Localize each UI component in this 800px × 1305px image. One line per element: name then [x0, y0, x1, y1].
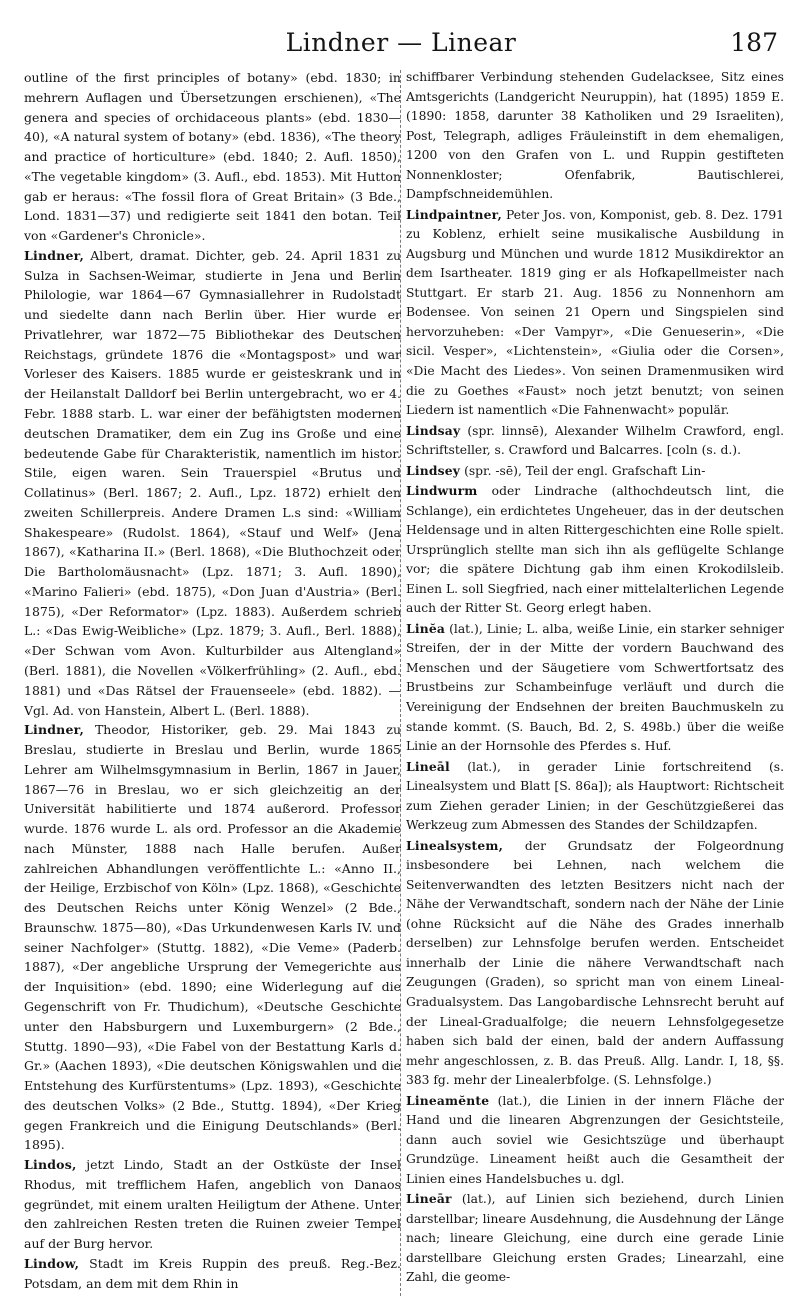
entry-headword: Lindwurm [406, 483, 478, 499]
running-title: Lindner — Linear [285, 28, 517, 57]
entry-headword: Lindos, [24, 1157, 77, 1173]
dictionary-entry [406, 1091, 784, 1190]
entry-text: (lat.), die Linien in der innern Fläche der Hand und die linearen Abgrenzungen der Gesichtsteile, dann auch soviel wie Gesichtszüge und überhaupt Grundzüge. Lineament heißt auch die Gesamtheit der Linien eines Handelsbuches u. dgl. [406, 1093, 784, 1186]
entry-headword: Linealsystem, [406, 837, 504, 853]
entry-text: Stadt im Kreis Ruppin des preuß. Reg.-Bez. Potsdam, an dem mit dem Rhin in [24, 1255, 401, 1291]
entry-headword: Lindpaintner, [406, 206, 502, 222]
dictionary-entry [406, 205, 784, 421]
dictionary-entry [24, 720, 401, 1155]
entry-text: der Grundsatz der Folgeordnung insbesondere bei Lehnen, nach welchem die Seitenverwandten des letzten Besitzers nicht nach der Nähe der Verwandtschaft, sondern nach der Nähe der Linie (ohne Rücksicht auf die Nähe des Grades innerhalb derselben) zur Lehnsfolge berufen werden. Entscheidet innerhalb der Linie die nähere Verwandtschaft nach Zeugungen (Graden), so spricht man von einem Lineal-Gradualsystem. Das Langobardische Lehnsrecht beruht auf der Lineal-Gradualfolge; die neuern Lehnsfolgegesetze haben sich bald der einen, bald der andern Auffassung mehr angeschlossen, z. B. das Preuß. Allg. Landr. I, 18, §§. 383 fg. mehr der Linealerbfolge. (S. Lehnsfolge.) [406, 838, 784, 1088]
entry-text: Theodor, Historiker, geb. 29. Mai 1843 zu Breslau, studierte in Breslau und Berlin, wurde 1865 Lehrer am Wilhelmsgymnasium in Berlin, 1867 in Jauer, 1867—76 in Breslau, wo er sich gleichzeitig an der Universität habilitierte und 1874 außerord. Professor wurde. 1876 wurde L. als ord. Professor an die Akademie nach Münster, 1888 nach Halle berufen. Außer zahlreichen Abhandlungen veröffentlichte L.: «Anno II., der Heilige, Erzbischof von Köln» (Lpz. 1868), «Geschichte des Deutschen Reichs unter König Wenzel» (2 Bde., Braunschw. 1875—80), «Das Urkundenwesen Karls IV. und seiner Nachfolger» (Stuttg. 1882), «Die Veme» (Paderb. 1887), «Der angebliche Ursprung der Vemegerichte aus der Inquisition» (ebd. 1890; eine Widerlegung auf die Gegenschrift von Fr. Thudichum), «Deutsche Geschichte unter den Habsburgern und Luxemburgern» (2 Bde., Stuttg. 1890—93), «Die Fabel von der Bestattung Karls d. Gr.» (Aachen 1893), «Die deutschen Königswahlen und die Entstehung des Kurfürstentums» (Lpz. 1893), «Geschichte des deutschen Volks» (2 Bde., Stuttg. 1894), «Der Krieg gegen Frankreich und die Einigung Deutschlands» (Berl. 1895). [24, 722, 401, 1153]
column-divider [400, 70, 401, 1296]
entry-headword: Lineamĕnte [406, 1092, 490, 1108]
entry-text: oder Lindrache (althochdeutsch lint, die Schlange), ein erdichtetes Ungeheuer, das in der deutschen Heldensage und in alten Rittergeschichten eine Rolle spielt. Ursprünglich stellte man sich ihn als geflügelte Schlange vor; die spätere Dichtung gab ihm einen Krokodilsleib. Einen L. soll Siegfried, nach einer mittelalterlichen Legende auch der Ritter St. Georg erlegt haben. [406, 484, 784, 616]
entry-headword: Lindner, [24, 722, 85, 738]
page-header [24, 26, 778, 60]
dictionary-entry [24, 246, 401, 720]
dictionary-entry [406, 757, 784, 836]
entry-text: (spr. linnsē), Alexander Wilhelm Crawford, engl. Schriftsteller, s. Crawford und Balcarres. [coln (s. d.). [406, 423, 784, 458]
dictionary-entry [24, 1254, 401, 1294]
entry-text: schiffbarer Verbindung stehenden Gudelacksee, Sitz eines Amtsgerichts (Landgericht Neuruppin), hat (1895) 1859 E. (1890: 1858, darunter 38 Katholiken und 29 Israeliten), Post, Telegraph, adliges Fräuleinstift in dem ehemaligen, 1200 von den Grafen von L. und Ruppin gestifteten Nonnenkloster; Ofenfabrik, Bautischlerei, Dampfschneidemühlen. [406, 70, 784, 202]
entry-headword: Lindner, [24, 247, 85, 263]
dictionary-entry [406, 461, 784, 482]
left-column [24, 68, 401, 1298]
dictionary-entry [406, 481, 784, 619]
entry-text: Albert, dramat. Dichter, geb. 24. April 1831 zu Sulza in Sachsen-Weimar, studierte in Jena und Berlin Philologie, war 1864—67 Gymnasiallehrer in Rudolstadt und siedelte dann nach Berlin über. Hier wurde er Privatlehrer, war 1872—75 Bibliothekar des Deutschen Reichstags, gründete 1876 die «Montagspost» und war Vorleser des Kaisers. 1885 wurde er geisteskrank und in der Heilanstalt Dalldorf bei Berlin untergebracht, wo er 4. Febr. 1888 starb. L. war einer der befähigtsten modernen deutschen Dramatiker, dem ein Zug ins Große und eine bedeutende Gabe für Charakteristik, namentlich im histor. Stile, eigen waren. Sein Trauerspiel «Brutus und Collatinus» (Berl. 1867; 2. Aufl., Lpz. 1872) erhielt den zweiten Schillerpreis. Andere Dramen L.s sind: «William Shakespeare» (Rudolst. 1864), «Stauf und Welf» (Jena 1867), «Katharina II.» (Berl. 1868), «Die Bluthochzeit oder Die Bartholomäusnacht» (Lpz. 1871; 3. Aufl. 1890), «Marino Falieri» (ebd. 1875), «Don Juan d'Austria» (Berl. 1875), «Der Reformator» (Lpz. 1883). Außerdem schrieb L.: «Das Ewig-Weibliche» (Lpz. 1879; 3. Aufl., Berl. 1888), «Der Schwan vom Avon. Kulturbilder aus Altengland» (Berl. 1881), die Novellen «Völkerfrühling» (2. Aufl., ebd. 1881) und «Das Rätsel der Frauenseele» (ebd. 1882). — Vgl. Ad. von Hanstein, Albert L. (Berl. 1888). [24, 247, 401, 718]
entry-continuation [406, 68, 784, 205]
right-column [406, 68, 784, 1298]
entry-headword: Lineāl [406, 758, 450, 774]
entry-text: (spr. -sē), Teil der engl. Grafschaft Lin- [464, 463, 706, 478]
entry-headword: Lindsey [406, 462, 461, 478]
entry-text: (lat.), Linie; L. alba, weiße Linie, ein starker sehniger Streifen, der in der Mitte der vordern Bauchwand des Menschen und der Säugetiere vom Schwertfortsatz des Brustbeins zur Schambeinfuge verläuft und durch die Vereinigung der Endsehnen der breiten Bauchmuskeln zu stande kommt. (S. Bauch, Bd. 2, S. 498b.) über die weiße Linie an der Hornsohle des Pferdes s. Huf. [406, 621, 784, 754]
dictionary-entry [406, 421, 784, 461]
entry-headword: Lindsay [406, 422, 461, 438]
entry-text: (lat.), auf Linien sich beziehend, durch Linien darstellbar; lineare Ausdehnung, die Ausdehnung der Länge nach; lineare Gleichung, eine durch eine gerade Linie darstellbare Gleichung ersten Grades; Linearzahl, eine Zahl, die geome- [406, 1192, 784, 1285]
entry-text: (lat.), in gerader Linie fortschreitend (s. Linealsystem und Blatt [S. 86a]); als Hauptwort: Richtscheit zum Ziehen gerader Linien; in der Geschützgießerei das Werkzeug zum Abmessen des Standes der Schildzapfen. [406, 759, 784, 833]
entry-headword: Lindow, [24, 1255, 80, 1271]
dictionary-entry [406, 619, 784, 757]
entry-continuation [24, 68, 401, 246]
dictionary-entry [24, 1155, 401, 1254]
dictionary-entry [406, 1189, 784, 1288]
entry-headword: Lineār [406, 1191, 452, 1207]
page-number: 187 [730, 28, 778, 57]
entry-text: Peter Jos. von, Komponist, geb. 8. Dez. 1791 zu Koblenz, erhielt seine musikalische Ausbildung in Augsburg und München und wurde 1812 Musikdirektor an dem Isartheater. 1819 ging er als Hofkapellmeister nach Stuttgart. Er starb 21. Aug. 1856 zu Nonnenhorn am Bodensee. Von seinen 21 Opern und Singspielen sind hervorzuheben: «Der Vampyr», «Die Genueserin», «Die sicil. Vesper», «Lichtenstein», «Giulia oder die Corsen», «Die Macht des Liedes». Von seinen Dramenmusiken wird die zu Goethes «Faust» noch jetzt benutzt; von seinen Liedern ist namentlich «Die Fahnenwacht» populär. [406, 207, 784, 418]
entry-headword: Linĕa [406, 620, 446, 636]
entry-text: outline of the first principles of botany» (ebd. 1830; in mehrern Auflagen und Übersetzungen erschienen), «The genera and species of orchidaceous plants» (ebd. 1830—40), «A natural system of botany» (ebd. 1836), «The theory and practice of horticulture» (ebd. 1840; 2. Aufl. 1850), «The vegetable kingdom» (3. Aufl., ebd. 1853). Mit Hutton gab er heraus: «The fossil flora of Great Britain» (3 Bde., Lond. 1831—37) und redigierte seit 1841 den botan. Teil von «Gardener's Chronicle». [24, 70, 401, 244]
entry-text: jetzt Lindo, Stadt an der Ostküste der Insel Rhodus, mit trefflichem Hafen, angeblich von Danaos gegründet, mit einem uralten Heiligtum der Athene. Unter den zahlreichen Resten treten die Ruinen zweier Tempel auf der Burg hervor. [24, 1157, 401, 1252]
dictionary-entry [406, 836, 784, 1091]
